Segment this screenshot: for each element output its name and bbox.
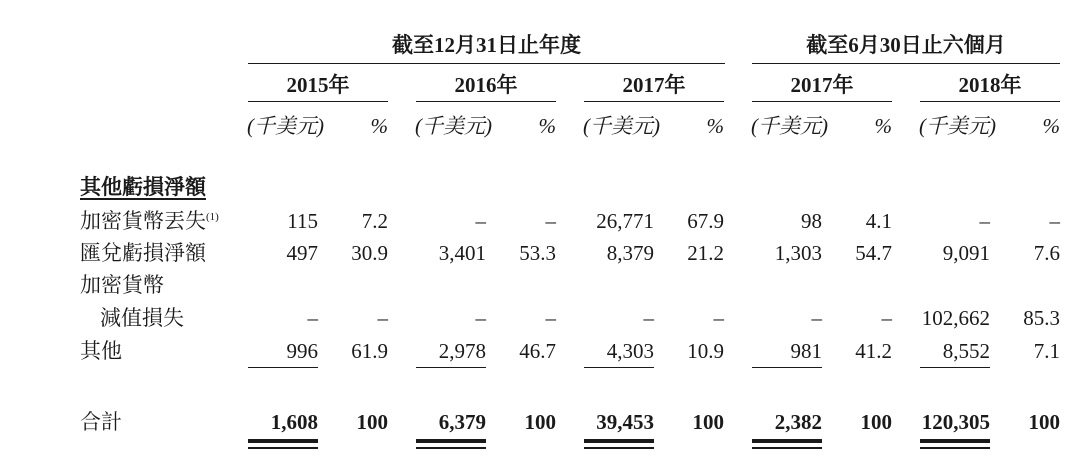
- total-double-rule: [584, 447, 654, 449]
- subtotal-rule: [416, 367, 486, 368]
- total-double-rule: [920, 447, 990, 449]
- total-double-rule: [752, 439, 822, 443]
- cell-pct: 54.7: [855, 241, 892, 265]
- year-header-2015: 2015年: [286, 73, 350, 97]
- cell-pct: 67.9: [687, 209, 724, 233]
- cell-value: 8,552: [942, 339, 990, 363]
- cell-pct: –: [1049, 209, 1060, 233]
- cell-pct: 46.7: [519, 339, 556, 363]
- unit-label: (千美元): [247, 114, 324, 138]
- footnote-marker: (1): [206, 211, 219, 223]
- subtotal-rule: [248, 367, 318, 368]
- cell-pct: 61.9: [351, 339, 388, 363]
- cell-value: 8,379: [606, 241, 654, 265]
- year-header-2017-annual: 2017年: [622, 73, 686, 97]
- cell-value: 98: [801, 209, 822, 233]
- cell-pct: 41.2: [855, 339, 892, 363]
- row-label: 其他: [80, 339, 122, 363]
- row-label: 加密貨幣丟失$^{(1)}$: [80, 209, 219, 233]
- year-header-rule: [920, 101, 1060, 102]
- total-value: 39,453: [596, 410, 654, 434]
- unit-label: (千美元): [583, 114, 660, 138]
- cell-pct: –: [545, 306, 556, 330]
- pct-label: %: [874, 114, 892, 138]
- pct-label: %: [1042, 114, 1060, 138]
- total-pct: 100: [1028, 410, 1060, 434]
- total-pct: 100: [692, 410, 724, 434]
- year-header-2017-six-months: 2017年: [790, 73, 854, 97]
- cell-value: 102,662: [921, 306, 990, 330]
- cell-value: –: [307, 306, 318, 330]
- total-value: 1,608: [270, 410, 318, 434]
- total-double-rule: [248, 447, 318, 449]
- year-header-rule: [752, 101, 892, 102]
- subtotal-rule: [584, 367, 654, 368]
- cell-value: 9,091: [942, 241, 990, 265]
- subtotal-rule: [752, 367, 822, 368]
- cell-value: 1,303: [774, 241, 822, 265]
- total-label: 合計: [80, 410, 122, 434]
- cell-value: –: [811, 306, 822, 330]
- total-double-rule: [248, 439, 318, 443]
- total-pct: 100: [860, 410, 892, 434]
- total-double-rule: [416, 447, 486, 449]
- group-header-annual: 截至12月31日止年度: [392, 33, 581, 57]
- cell-value: 3,401: [438, 241, 486, 265]
- row-label: 加密貨幣: [80, 273, 164, 297]
- cell-pct: 10.9: [687, 339, 724, 363]
- cell-value: 2,978: [438, 339, 486, 363]
- cell-value: –: [979, 209, 990, 233]
- subtotal-rule: [920, 367, 990, 368]
- unit-label: (千美元): [415, 114, 492, 138]
- cell-value: –: [643, 306, 654, 330]
- cell-pct: –: [545, 209, 556, 233]
- year-header-rule: [248, 101, 388, 102]
- total-value: 6,379: [438, 410, 486, 434]
- cell-pct: 85.3: [1023, 306, 1060, 330]
- total-value: 120,305: [921, 410, 990, 434]
- group-header-six-months: 截至6月30日止六個月: [806, 33, 1006, 57]
- unit-label: (千美元): [751, 114, 828, 138]
- cell-value: 115: [287, 209, 318, 233]
- total-pct: 100: [356, 410, 388, 434]
- section-title: 其他虧損淨額: [80, 175, 206, 199]
- cell-pct: 7.6: [1033, 241, 1060, 265]
- cell-pct: 7.2: [361, 209, 388, 233]
- total-double-rule: [584, 439, 654, 443]
- cell-pct: 4.1: [865, 209, 892, 233]
- cell-value: 497: [286, 241, 318, 265]
- total-double-rule: [752, 447, 822, 449]
- pct-label: %: [370, 114, 388, 138]
- pct-label: %: [706, 114, 724, 138]
- cell-value: 996: [286, 339, 318, 363]
- total-double-rule: [416, 439, 486, 443]
- group-header-annual-rule: [248, 63, 725, 64]
- cell-value: 26,771: [596, 209, 654, 233]
- cell-pct: –: [713, 306, 724, 330]
- total-value: 2,382: [774, 410, 822, 434]
- cell-pct: 21.2: [687, 241, 724, 265]
- unit-label: (千美元): [919, 114, 996, 138]
- cell-value: 4,303: [606, 339, 654, 363]
- year-header-rule: [416, 101, 556, 102]
- total-pct: 100: [524, 410, 556, 434]
- pct-label: %: [538, 114, 556, 138]
- year-header-2018: 2018年: [958, 73, 1022, 97]
- cell-pct: –: [377, 306, 388, 330]
- total-double-rule: [920, 439, 990, 443]
- cell-value: 981: [790, 339, 822, 363]
- cell-pct: 30.9: [351, 241, 388, 265]
- cell-value: –: [475, 306, 486, 330]
- year-header-rule: [584, 101, 724, 102]
- cell-pct: 53.3: [519, 241, 556, 265]
- cell-value: –: [475, 209, 486, 233]
- row-label-continued: 減值損失: [100, 306, 184, 330]
- group-header-six-months-rule: [752, 63, 1060, 64]
- row-label: 匯兌虧損淨額: [80, 241, 206, 265]
- cell-pct: 7.1: [1033, 339, 1060, 363]
- cell-pct: –: [881, 306, 892, 330]
- year-header-2016: 2016年: [454, 73, 518, 97]
